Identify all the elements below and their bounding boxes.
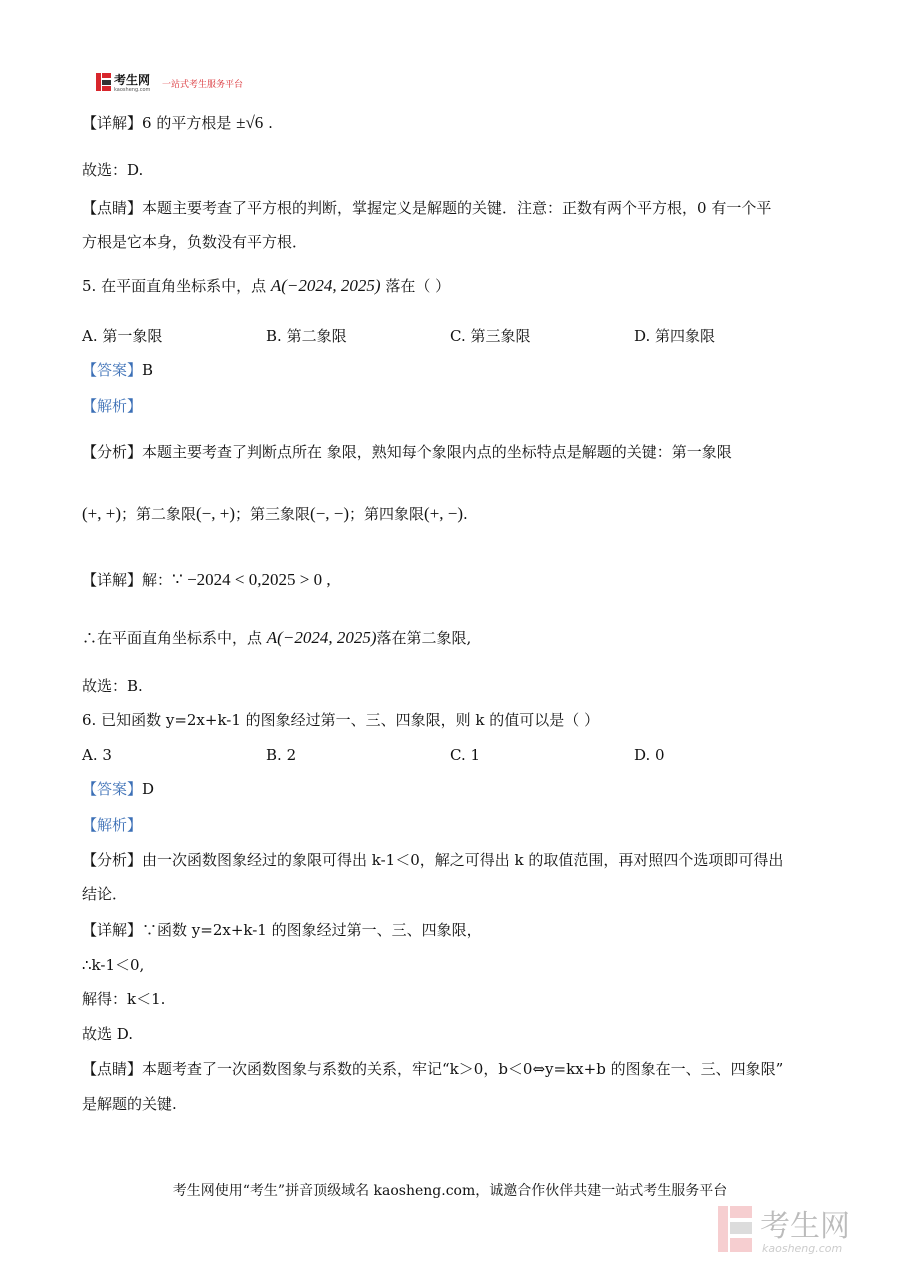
detail-text: 6 的平方根是 [142, 114, 232, 132]
period: . [463, 505, 468, 523]
option-letter: B. [266, 327, 282, 345]
option-letter: D. [634, 327, 651, 345]
logo-subtext: kaosheng.com [114, 87, 151, 93]
watermark-block-top [730, 1206, 752, 1218]
option-text: 第一象限 [102, 327, 163, 345]
logo-slogan: 一站式考生服务平台 [162, 80, 244, 90]
q5-therefore [82, 628, 471, 648]
answer-label: 【答案】 [82, 780, 143, 798]
logo-mark-top [102, 73, 111, 78]
sign-q2: (−, +) [196, 504, 236, 523]
fenxi-label: 【分析】 [82, 851, 143, 869]
q6-option-a [82, 745, 112, 765]
option-text: 第二象限 [286, 327, 347, 345]
quadrant-2-text: ；第二象限 [121, 505, 197, 523]
q6-option-c [450, 745, 480, 765]
option-text: 1 [470, 746, 481, 764]
option-letter: B. [266, 746, 282, 764]
option-text: 第三象限 [470, 327, 531, 345]
quadrant-4-text: ；第四象限 [349, 505, 425, 523]
option-text: 0 [655, 746, 665, 764]
q6-detail-line3: 解得：k＜1. [82, 990, 166, 1008]
therefore-tail: 落在第二象限, [376, 629, 472, 647]
q4-choose: 故选：D. [82, 161, 144, 179]
watermark-block-mid [730, 1222, 752, 1234]
q5-fenxi-line2 [82, 504, 468, 524]
detail-label: 【详解】 [82, 921, 143, 939]
q6-fenxi-line2: 结论． [82, 885, 128, 903]
therefore-text: ∴在平面直角坐标系中，点 [82, 629, 263, 647]
q6-choose: 故选 D. [82, 1025, 134, 1043]
comment-text: 本题主要考查了平方根的判断，掌握定义是解题的关键．注意：正数有两个平方根，0 有一个平 [142, 199, 772, 217]
q5-point-math: A(−2024, 2025) [270, 276, 381, 295]
comment-text: 本题考查了一次函数图象与系数的关系，牢记“k＞0，b＜0⇔y=kx+b 的图象在一、三、四象限” [142, 1060, 784, 1078]
q6-detail-line2: ∴k-1＜0, [82, 956, 145, 974]
q5-stem-text: 5. 在平面直角坐标系中，点 [82, 277, 267, 295]
q4-detail-line [82, 113, 273, 133]
q5-choose: 故选：B. [82, 677, 143, 695]
q5-option-d [634, 326, 715, 346]
q6-answer [82, 779, 154, 799]
option-text: 2 [286, 746, 297, 764]
option-letter: A. [82, 327, 98, 345]
point-math: A(−2024, 2025) [266, 628, 377, 647]
watermark-block-bot [730, 1238, 752, 1252]
detail-label: 【详解】 [82, 114, 143, 132]
comment-label: 【点睛】 [82, 199, 143, 217]
answer-label: 【答案】 [82, 361, 143, 379]
sign-q1: (+, +) [82, 504, 121, 523]
sign-q4: (+, −) [424, 504, 464, 523]
q5-stem-tail: 落在（ ） [385, 277, 451, 295]
kaosheng-logo [96, 71, 276, 93]
watermark-subtext: kaosheng.com [762, 1242, 843, 1255]
page-footer: 考生网使用“考生”拼音顶级域名 kaosheng.com，诚邀合作伙伴共建一站式考生服务平台 [172, 1183, 728, 1199]
q5-option-a [82, 326, 162, 346]
detail-prefix: 解： [142, 571, 173, 589]
kaosheng-watermark [716, 1200, 880, 1258]
inequality-math: ∵ −2024 < 0,2025 > 0 , [172, 570, 331, 589]
watermark-bar [718, 1206, 728, 1252]
logo-text: 考生网 [114, 73, 151, 87]
q6-stem: 6. 已知函数 y=2x+k-1 的图象经过第一、三、四象限，则 k 的值可以是（ ） [82, 711, 600, 729]
comment-label: 【点睛】 [82, 1060, 143, 1078]
option-letter: A. [82, 746, 98, 764]
q5-option-b [266, 326, 347, 346]
q5-fenxi-line1 [82, 442, 732, 462]
quadrant-3-text: ；第三象限 [235, 505, 311, 523]
answer-value: B [142, 361, 154, 379]
q5-detail [82, 570, 331, 590]
detail-text: ∵函数 y=2x+k-1 的图象经过第一、三、四象限， [142, 921, 482, 939]
sign-q3: (−, −) [310, 504, 350, 523]
q5-option-c [450, 326, 531, 346]
q6-analysis-label: 【解析】 [82, 816, 143, 834]
fenxi-text: 本题主要考查了判断点所在 象限，熟知每个象限内点的坐标特点是解题的关键：第一象限 [142, 443, 732, 461]
period: . [268, 114, 273, 132]
q5-stem [82, 276, 450, 296]
logo-mark-mid [102, 80, 111, 85]
q4-comment-line2: 方根是它本身，负数没有平方根． [82, 233, 308, 251]
q6-comment-line1 [82, 1059, 783, 1079]
option-text: 3 [102, 746, 112, 764]
option-letter: C. [450, 746, 466, 764]
watermark-mark [718, 1206, 752, 1252]
sqrt-math: ±√6 [236, 113, 264, 132]
q5-answer [82, 360, 153, 380]
logo-mark-bot [102, 86, 111, 91]
q5-analysis-label: 【解析】 [82, 397, 143, 415]
answer-value: D [142, 780, 155, 798]
q6-detail-line1 [82, 920, 482, 940]
logo-mark-left [96, 73, 101, 91]
q6-option-b [266, 745, 296, 765]
option-letter: C. [450, 327, 466, 345]
q6-comment-line2: 是解题的关键. [82, 1095, 177, 1113]
q4-comment-line1 [82, 198, 771, 218]
q6-fenxi-line1 [82, 850, 783, 870]
detail-label: 【详解】 [82, 571, 143, 589]
fenxi-label: 【分析】 [82, 443, 143, 461]
option-letter: D. [634, 746, 651, 764]
option-text: 第四象限 [655, 327, 716, 345]
fenxi-text: 由一次函数图象经过的象限可得出 k-1＜0，解之可得出 k 的取值范围，再对照四个选项即可得出 [142, 851, 784, 869]
watermark-text: 考生网 [760, 1209, 850, 1244]
q6-option-d [634, 745, 665, 765]
